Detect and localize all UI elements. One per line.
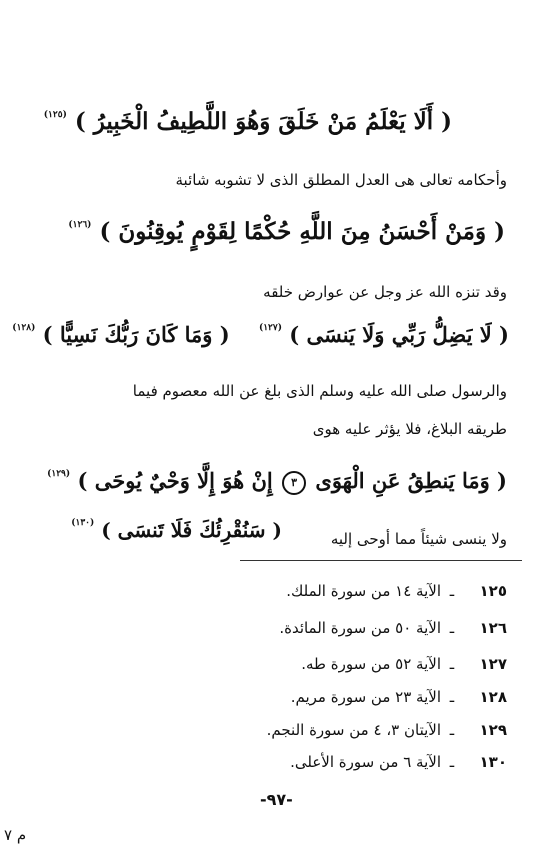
verse-text: ( وَمَا يَنطِقُ عَنِ الْهَوَى: [315, 468, 507, 493]
footnote: [267, 721, 507, 739]
footnote-dash: ـ: [449, 753, 455, 771]
verse-text: ( أَلَا يَعْلَمُ مَنْ خَلَقَ وَهُوَ اللَّطِيفُ الْخَبِيرُ ): [74, 108, 452, 135]
footnote-text: الآيتان ٣، ٤ من سورة النجم.: [266, 721, 441, 739]
signature-mark: م ٧: [4, 826, 27, 844]
footnote-number: ١٣٠: [479, 753, 507, 771]
footnote-divider: [240, 560, 522, 561]
prose-line: وأحكامه تعالى هى العدل المطلق الذى لا تشوبه شائبة: [175, 171, 507, 189]
verse-125: [44, 108, 452, 135]
footnote-number: ١٢٧: [479, 655, 507, 673]
verse-127-128: [12, 322, 509, 347]
verse-text: ( وَمَنْ أَحْسَنُ مِنَ اللَّهِ حُكْمًا لِقَوْمٍ يُوقِنُونَ ): [99, 218, 505, 245]
footnote-number: ١٢٩: [479, 721, 507, 739]
verse-129: [47, 468, 507, 495]
verse-ref: (١٣٠): [71, 518, 95, 528]
verse-130: [71, 518, 282, 542]
footnote-number: ١٢٦: [479, 619, 507, 637]
prose-line: طريقه البلاغ، فلا يؤثر عليه هوى: [312, 420, 507, 438]
footnote-dash: ـ: [449, 688, 455, 706]
page-number: -٩٧-: [260, 790, 293, 809]
footnote: [301, 655, 507, 673]
verse-126: [68, 218, 505, 245]
verse-text: إِنْ هُوَ إِلَّا وَحْيٌ يُوحَى ): [77, 468, 273, 493]
footnote-dash: ـ: [449, 655, 455, 673]
footnote: [279, 619, 507, 637]
prose-line: وقد تنزه الله عز وجل عن عوارض خلقه: [263, 283, 507, 301]
verse-text: ( لَا يَضِلُّ رَبِّي وَلَا يَنسَى ): [289, 322, 509, 347]
footnote: [286, 582, 507, 600]
footnote-text: الآية ٢٣ من سورة مريم.: [290, 688, 441, 706]
footnote: [290, 753, 507, 771]
footnote-dash: ـ: [449, 619, 455, 637]
prose-line: والرسول صلى الله عليه وسلم الذى بلغ عن الله معصوم فيما: [132, 382, 507, 400]
footnote-dash: ـ: [449, 721, 455, 739]
footnote-text: الآية ٥٠ من سورة المائدة.: [279, 619, 441, 637]
footnote-text: الآية ١٤ من سورة الملك.: [286, 582, 441, 600]
footnote-number: ١٢٨: [479, 688, 507, 706]
verse-ref: (١٢٩): [47, 469, 71, 479]
footnote-text: الآية ٥٢ من سورة طه.: [301, 655, 441, 673]
footnote-text: الآية ٦ من سورة الأعلى.: [290, 753, 441, 771]
verse-ref: (١٢٦): [68, 220, 92, 230]
footnote-dash: ـ: [449, 582, 455, 600]
footnote-number: ١٢٥: [479, 582, 507, 600]
footnote: [291, 688, 507, 706]
verse-text: ( وَمَا كَانَ رَبُّكَ نَسِيًّا ): [42, 322, 230, 347]
verse-ref: (١٢٨): [12, 323, 36, 333]
verse-ref: (١٢٥): [43, 110, 67, 120]
verse-text: ( سَنُقْرِئُكَ فَلَا تَنسَى ): [101, 518, 282, 542]
verse-ref: (١٢٧): [258, 323, 282, 333]
verse-end-marker: ٣: [282, 471, 306, 495]
prose-line: ولا ينسى شيئاً مما أوحى إليه: [330, 530, 507, 548]
